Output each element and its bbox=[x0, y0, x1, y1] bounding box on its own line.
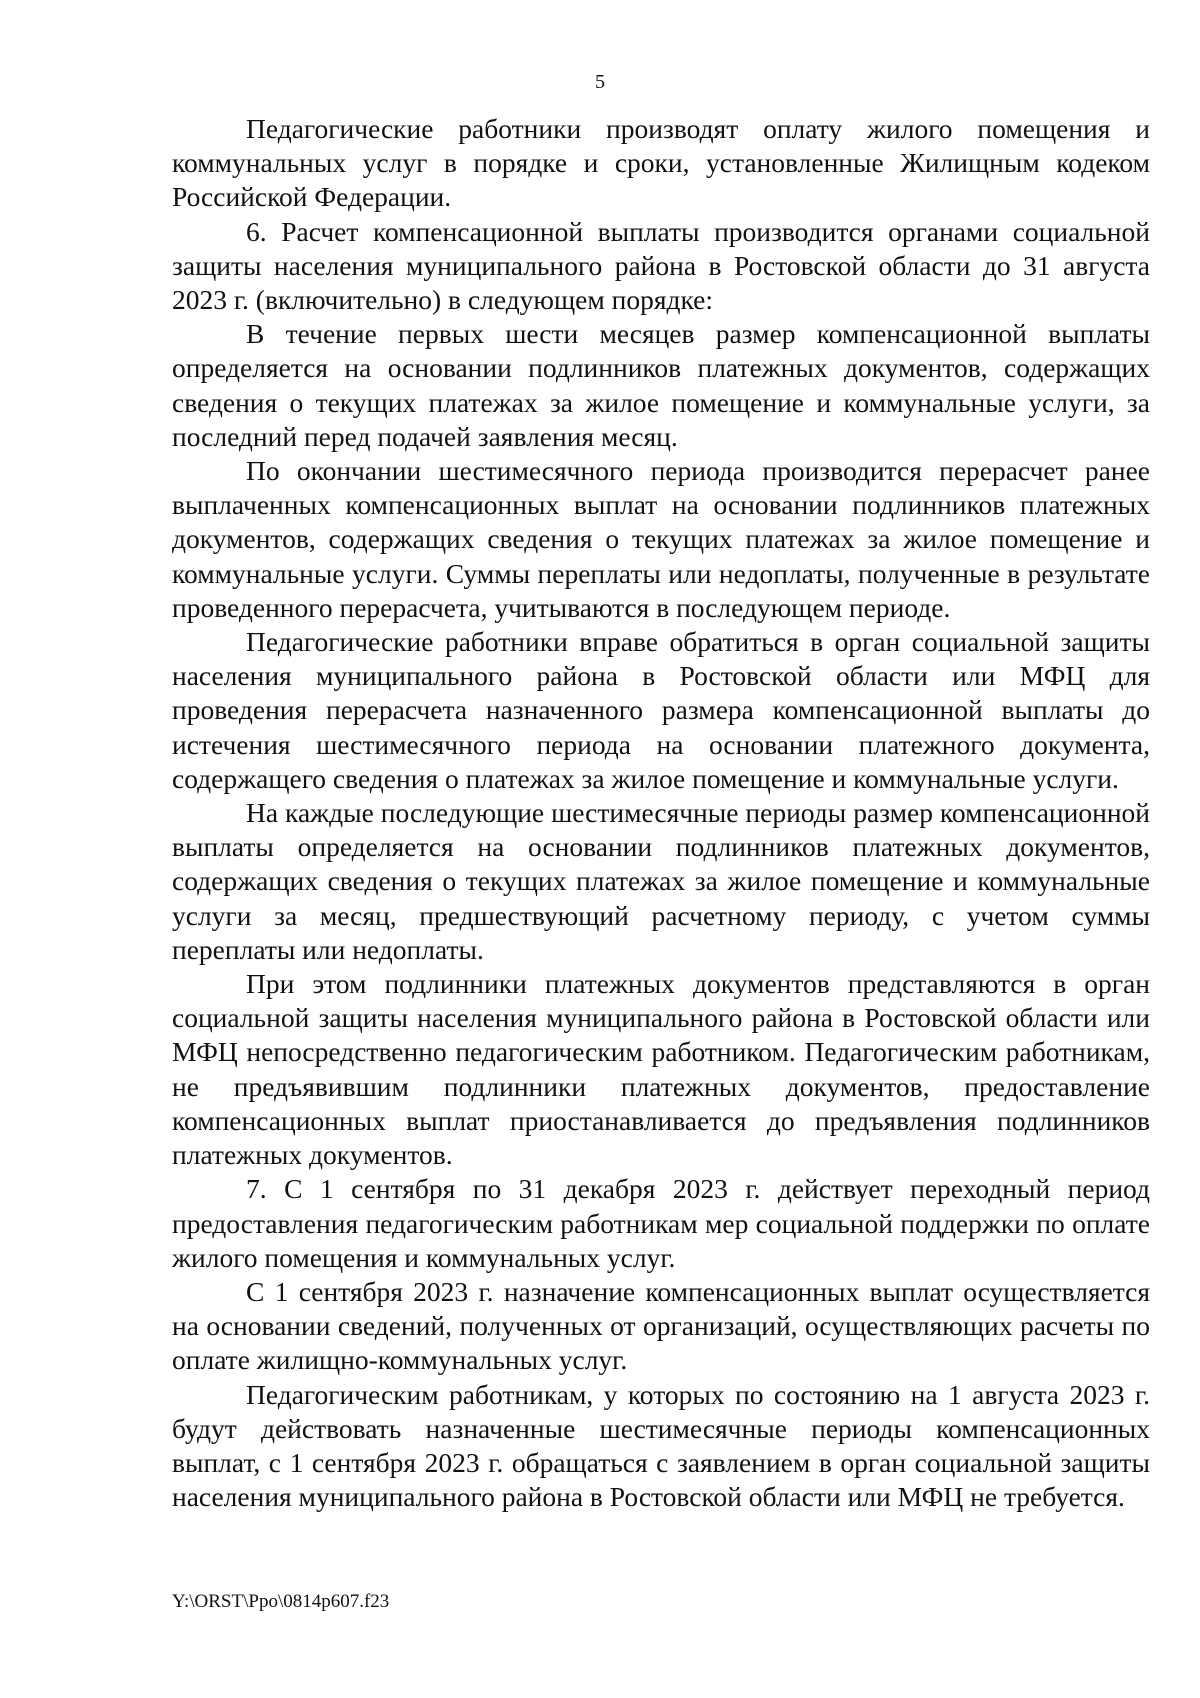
document-body bbox=[172, 112, 1150, 1514]
paragraph-recalculation: По окончании шестимесячного периода производится перерасчет ранее выплаченных компенсационных выплат на основании подлинников платежных документов, содержащих сведения о текущих платежах за жилое помещение и коммунальные услуги. Суммы переплаты или недоплаты, полученные в результате проведенного перерасчета, учитываются в последующем периоде. bbox=[172, 455, 1150, 623]
paragraph-from-september: С 1 сентября 2023 г. назначение компенсационных выплат осуществляется на основании сведений, полученных от организаций, осуществляющих расчеты по оплате жилищно-коммунальных услуг. bbox=[172, 1275, 1150, 1376]
paragraph-section-6: 6. Расчет компенсационной выплаты производится органами социальной защиты населения муниципального района в Ростовской области до 31 августа 2023 г. (включительно) в следующем порядке: bbox=[172, 215, 1150, 316]
paragraph-original-documents: При этом подлинники платежных документов представляются в орган социальной защиты населения муниципального района в Ростовской области или МФЦ непосредственно педагогическим работником. Педагогическим работникам, не предъявившим подлинники платежных документов, предоставление компенсационных выплат приостанавливается до предъявления подлинников платежных документов. bbox=[172, 968, 1150, 1171]
paragraph-payment-terms: Педагогические работники производят оплату жилого помещения и коммунальных услуг в порядке и сроки, установленные Жилищным кодеком Российской Федерации. bbox=[172, 113, 1150, 213]
file-path-footer: Y:\ORST\Ppo\0814p607.f23 bbox=[172, 1591, 390, 1612]
page-number: 5 bbox=[595, 71, 605, 93]
paragraph-subsequent-periods: На каждые последующие шестимесячные периоды размер компенсационной выплаты определяется на основании подлинников платежных документов, содержащих сведения о текущих платежах за жилое помещение и коммунальные услуги за месяц, предшествующий расчетному периоду, с учетом суммы переплаты или недоплаты. bbox=[172, 797, 1150, 965]
paragraph-first-six-months: В течение первых шести месяцев размер компенсационной выплаты определяется на основании подлинников платежных документов, содержащих сведения о текущих платежах за жилое помещение и коммунальные услуги, за последний перед подачей заявления месяц. bbox=[172, 318, 1150, 452]
paragraph-right-to-apply: Педагогические работники вправе обратиться в орган социальной защиты населения муниципального района в Ростовской области или МФЦ для проведения перерасчета назначенного размера компенсационной выплаты до истечения шестимесячного периода на основании платежного документа, содержащего сведения о платежах за жилое помещение и коммунальные услуги. bbox=[172, 626, 1150, 794]
paragraph-no-application-required: Педагогическим работникам, у которых по состоянию на 1 августа 2023 г. будут действовать назначенные шестимесячные периоды компенсационных выплат, с 1 сентября 2023 г. обращаться с заявлением в орган социальной защиты населения муниципального района в Ростовской области или МФЦ не требуется. bbox=[172, 1378, 1150, 1513]
paragraph-section-7: 7. С 1 сентября по 31 декабря 2023 г. действует переходный период предоставления педагогическим работникам мер социальной поддержки по оплате жилого помещения и коммунальных услуг. bbox=[172, 1173, 1150, 1273]
